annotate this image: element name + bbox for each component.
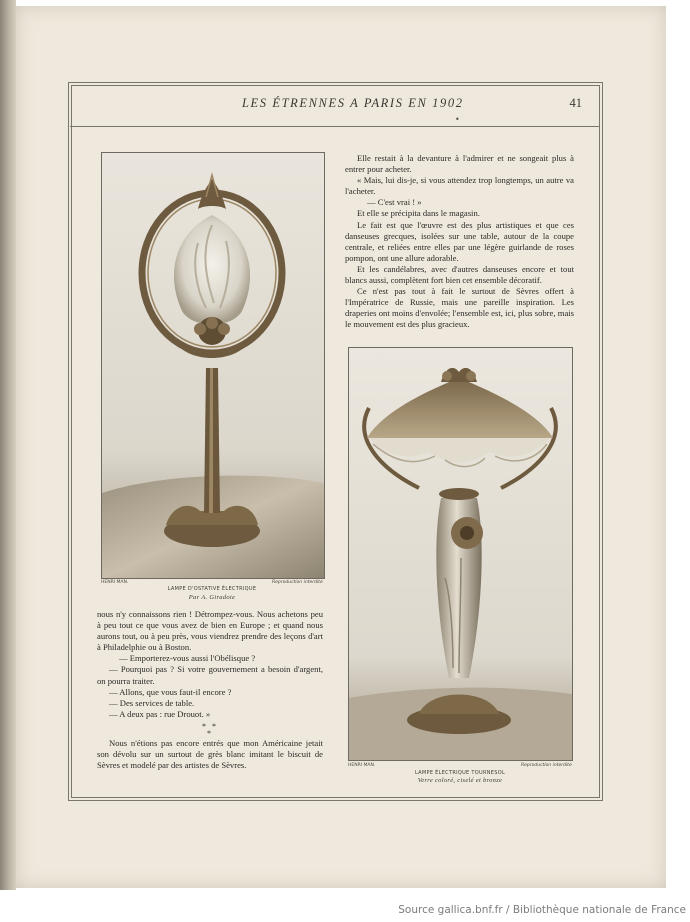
plate1-credit-left: HENRI MAN. xyxy=(101,580,129,585)
source-attribution: Source gallica.bnf.fr / Bibliothèque nationale de France xyxy=(398,904,686,916)
sunflower-lamp-illustration xyxy=(349,348,572,760)
paragraph: Nous n'étions pas encore entrés que mon Américaine jetait son dévolu sur un surtout de grès blanc imitant le biscuit de Sèvres et modelé par des artistes de Sèvres. xyxy=(97,737,323,771)
lamp-photograph-left xyxy=(101,152,325,579)
paragraph: Ce n'est pas tout à fait le surtout de Sèvres offert à l'Impératrice de Russie, mais une pareille inspiration. Les draperies ont moins d'envolée; l'ensemble est, ici, plus sobre, mais le mouvement est des plus gracieux. xyxy=(345,286,574,330)
plate2-caption-title: LAMPE ÉLECTRIQUE TOURNESOL xyxy=(414,770,506,776)
running-title: LES ÉTRENNES A PARIS EN 1902 xyxy=(242,96,464,110)
page-number: 41 xyxy=(569,96,582,110)
page-header xyxy=(70,92,600,127)
art-nouveau-lamp-illustration xyxy=(102,153,324,578)
left-text-column xyxy=(97,609,323,771)
section-separator: * * * xyxy=(202,721,218,738)
paragraph: nous n'y connaissons rien ! Détrompez-vous. Nous achetons peu à peu tout ce que vous avez de bien en Europe ; et quand nous aurons tout, ou à peu près, vous viendrez prendre des leçons d'art à Philadelphie ou à Boston. xyxy=(97,609,323,653)
lamp-photograph-right xyxy=(348,347,573,761)
paragraph: Le fait est que l'œuvre est des plus artistiques et que ces danseuses grecques, isolées sur une table, autour de la coupe centrale, et reliées entre elles par une légère guirlande de roses pompon, ont une allure adorable. xyxy=(345,219,574,263)
paragraph: Et les candélabres, avec d'autres danseuses encore et tout blancs aussi, complètent fort bien cet ensemble décoratif. xyxy=(345,263,574,286)
paragraph: — Des services de table. xyxy=(109,697,195,708)
paragraph: Et elle se précipita dans le magasin. xyxy=(357,208,480,219)
header-ornament: • xyxy=(455,115,460,124)
plate2-credit-right: Reproduction interdite xyxy=(521,763,572,768)
paragraph: — Allons, que vous faut-il encore ? xyxy=(109,686,232,697)
paragraph: — C'est vrai ! » xyxy=(367,197,422,208)
paragraph: — Pourquoi pas ? Si votre gouvernement a besoin d'argent, on pourra traiter. xyxy=(97,664,323,686)
plate2-credit-left: HENRI MAN. xyxy=(348,763,376,768)
plate2-caption-sub: Verre coloré, ciselé et bronze xyxy=(417,777,503,784)
right-text-column xyxy=(345,153,574,331)
paragraph: — Emporterez-vous aussi l'Obélisque ? xyxy=(119,653,256,664)
paragraph: Elle restait à la devanture à l'admirer et ne songeait plus à entrer pour acheter. xyxy=(345,153,574,175)
paragraph: — A deux pas : rue Drouot. » xyxy=(109,708,211,719)
plate1-credit-right: Reproduction interdite xyxy=(272,580,323,585)
plate1-caption-sub: Par A. Giradoie xyxy=(188,594,236,601)
book-binding xyxy=(0,0,16,890)
paragraph: « Mais, lui dis-je, si vous attendez trop longtemps, un autre va l'acheter. xyxy=(345,175,574,197)
plate1-caption-title: LAMPE D'OSTATIVE ÉLECTRIQUE xyxy=(167,586,257,592)
